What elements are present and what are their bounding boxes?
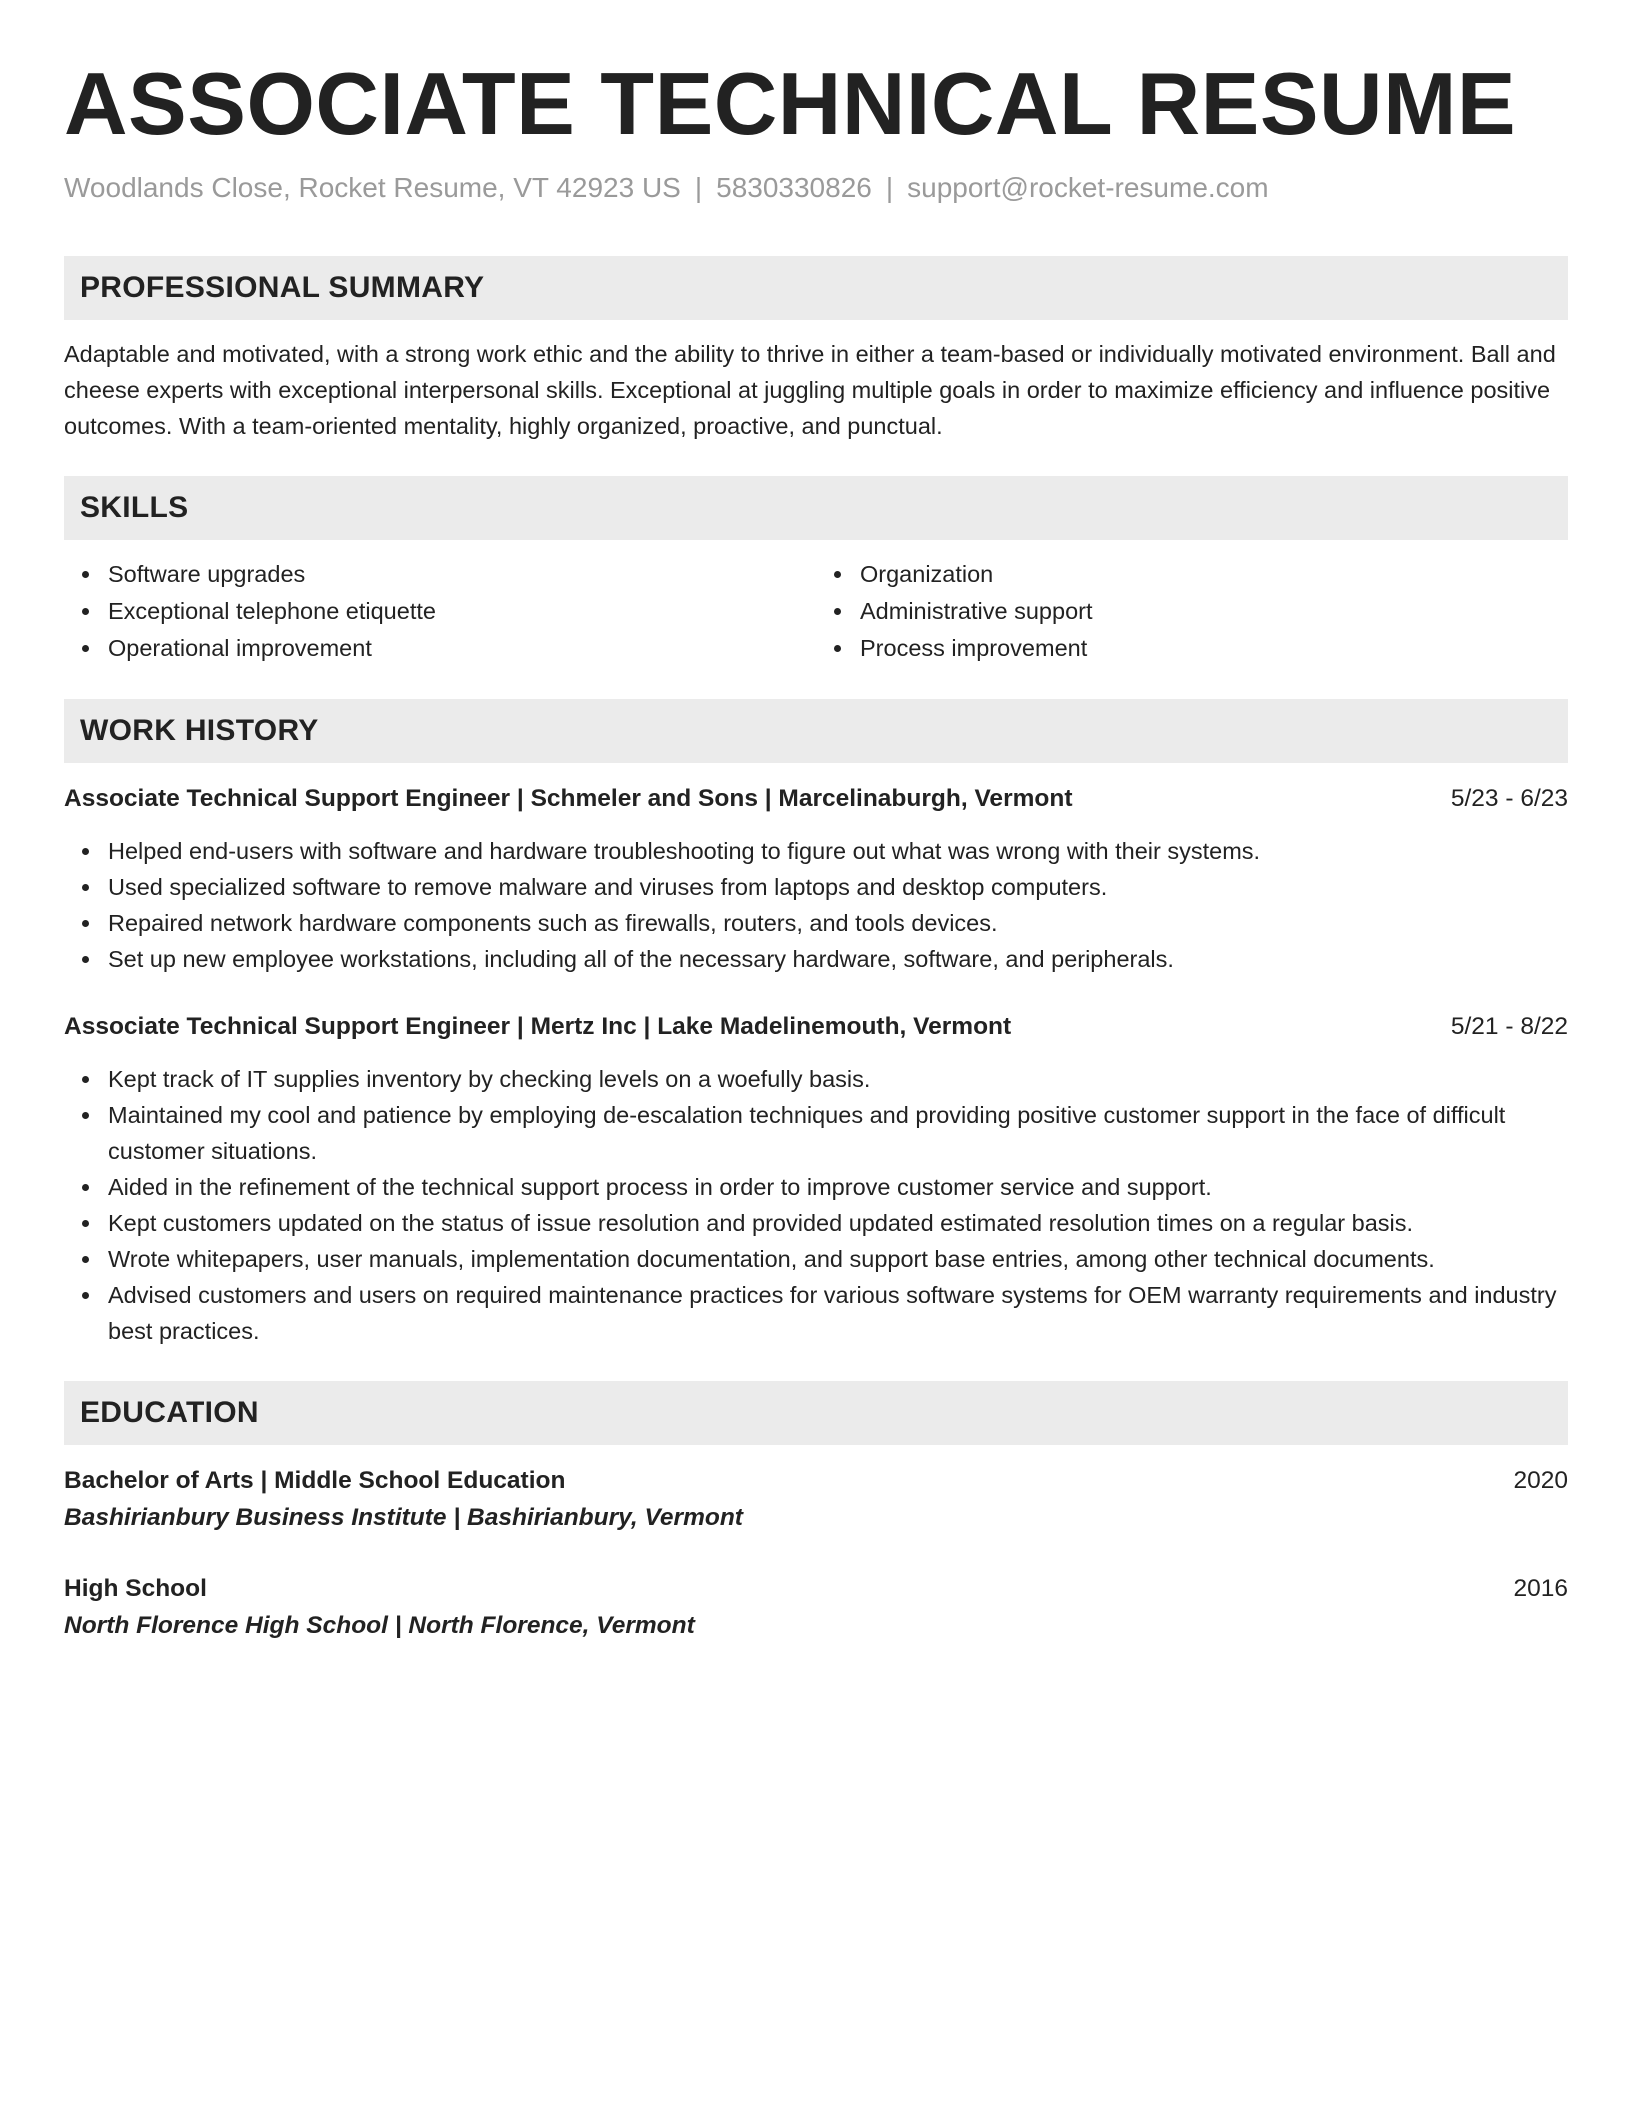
skills-column-left (64, 556, 816, 667)
job-bullet: Set up new employee workstations, including all of the necessary hardware, software, and peripherals. (108, 941, 1568, 977)
job-bullet: Wrote whitepapers, user manuals, implementation documentation, and support base entries, among other technical documents. (108, 1241, 1568, 1277)
job-bullet: Kept track of IT supplies inventory by checking levels on a woefully basis. (108, 1061, 1568, 1097)
education-entry (64, 1571, 1568, 1645)
contact-phone: 5830330826 (716, 172, 872, 203)
job-dates: 5/23 - 6/23 (1450, 785, 1568, 812)
education-header (64, 1571, 1568, 1607)
job-title: Associate Technical Support Engineer | Schmeler and Sons | Marcelinaburgh, Vermont (64, 785, 1073, 812)
job-bullets (64, 833, 1568, 977)
job-dates: 5/21 - 8/22 (1450, 1013, 1568, 1040)
education-degree: High School (64, 1575, 207, 1602)
skills-list (64, 556, 1568, 667)
skill-item: Software upgrades (108, 556, 816, 592)
skill-item: Organization (860, 556, 1568, 592)
skill-item: Administrative support (860, 593, 1568, 629)
job-bullets (64, 1061, 1568, 1349)
skill-item: Operational improvement (108, 630, 816, 666)
job-entry (64, 1009, 1568, 1349)
education-school: Bashirianbury Business Institute | Bashirianbury, Vermont (64, 1504, 743, 1531)
skill-item: Exceptional telephone etiquette (108, 593, 816, 629)
summary-text: Adaptable and motivated, with a strong work ethic and the ability to thrive in either a team-based or individually motivated environment. Ball and cheese experts with exceptional interpersonal skills. Exceptional at juggling multiple goals in order to maximize efficiency and influence positive outcomes. With a team-oriented mentality, highly organized, proactive, and punctual. (64, 341, 1556, 439)
job-title: Associate Technical Support Engineer | Mertz Inc | Lake Madelinemouth, Vermont (64, 1013, 1012, 1040)
section-heading-work-history: WORK HISTORY (64, 699, 1568, 763)
contact-address: Woodlands Close, Rocket Resume, VT 42923 US (64, 172, 681, 203)
section-heading-summary: PROFESSIONAL SUMMARY (64, 256, 1568, 320)
skills-column-right (816, 556, 1568, 667)
education-header (64, 1463, 1568, 1499)
education-year: 2016 (1513, 1575, 1568, 1602)
education-entry (64, 1463, 1568, 1537)
section-heading-skills: SKILLS (64, 476, 1568, 540)
job-bullet: Repaired network hardware components such as firewalls, routers, and tools devices. (108, 905, 1568, 941)
job-bullet: Maintained my cool and patience by employing de-escalation techniques and providing positive customer support in the face of difficult customer situations. (108, 1097, 1568, 1169)
job-bullet: Used specialized software to remove malware and viruses from laptops and desktop computers. (108, 869, 1568, 905)
job-bullet: Aided in the refinement of the technical support process in order to improve customer service and support. (108, 1169, 1568, 1205)
contact-separator: | (694, 172, 703, 203)
job-header (64, 781, 1568, 817)
education-degree: Bachelor of Arts | Middle School Education (64, 1467, 566, 1494)
job-entry (64, 781, 1568, 977)
education-school: North Florence High School | North Florence, Vermont (64, 1612, 695, 1639)
contact-email: support@rocket-resume.com (907, 172, 1269, 203)
section-heading-education: EDUCATION (64, 1381, 1568, 1445)
education-year: 2020 (1513, 1467, 1568, 1494)
skill-item: Process improvement (860, 630, 1568, 666)
job-bullet: Advised customers and users on required maintenance practices for various software systems for OEM warranty requirements and industry best practices. (108, 1277, 1568, 1349)
resume-title: ASSOCIATE TECHNICAL RESUME (64, 54, 1517, 153)
contact-separator: | (885, 172, 894, 203)
job-bullet: Helped end-users with software and hardware troubleshooting to figure out what was wrong with their systems. (108, 833, 1568, 869)
contact-line (64, 170, 1568, 206)
job-header (64, 1009, 1568, 1045)
job-bullet: Kept customers updated on the status of issue resolution and provided updated estimated resolution times on a regular basis. (108, 1205, 1568, 1241)
